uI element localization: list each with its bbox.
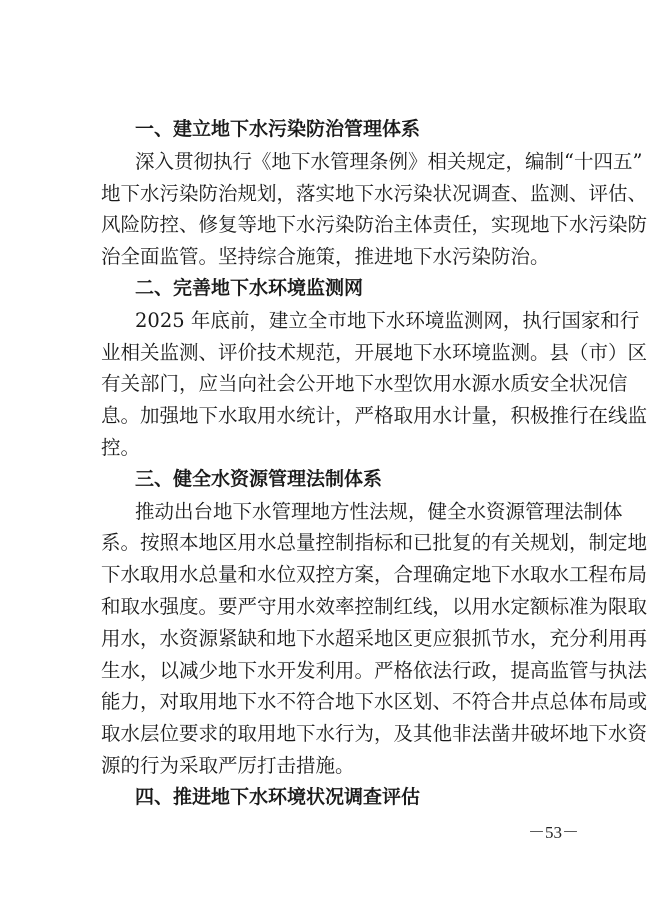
paragraph-line: 能力，对取用地下水不符合地下水区划、不符合井点总体布局或 bbox=[101, 690, 648, 714]
paragraph-line: 推动出台地下水管理地方性法规，健全水资源管理法制体 bbox=[135, 499, 623, 523]
section bbox=[101, 273, 648, 464]
paragraph-line: 息。加强地下水取用水统计，严格取用水计量，积极推行在线监 bbox=[101, 404, 648, 428]
paragraph-line: 深入贯彻执行《地下水管理条例》相关规定，编制“十四五” bbox=[135, 149, 643, 173]
paragraph-line: 用水，水资源紧缺和地下水超采地区更应狠抓节水，充分利用再 bbox=[101, 626, 648, 650]
section bbox=[101, 114, 648, 273]
paragraph-line: 业相关监测、评价技术规范，开展地下水环境监测。县（市）区 bbox=[101, 340, 648, 364]
paragraph-line: 有关部门，应当向社会公开地下水型饮用水源水质安全状况信 bbox=[101, 372, 628, 396]
paragraph-line: 系。按照本地区用水总量控制指标和已批复的有关规划，制定地 bbox=[101, 531, 648, 555]
paragraph-line: 风险防控、修复等地下水污染防治主体责任，实现地下水污染防 bbox=[101, 213, 648, 237]
paragraph-line: 源的行为采取严厉打击措施。 bbox=[101, 753, 355, 777]
section-heading: 三、健全水资源管理法制体系 bbox=[135, 467, 383, 490]
paragraph-line: 地下水污染防治规划，落实地下水污染状况调查、监测、评估、 bbox=[101, 181, 648, 205]
paragraph-line: 和取水强度。要严守用水效率控制红线，以用水定额标准为限取 bbox=[101, 594, 648, 618]
section-heading: 一、建立地下水污染防治管理体系 bbox=[135, 118, 421, 140]
section bbox=[101, 464, 648, 782]
section-heading: 四、推进地下水环境状况调查评估 bbox=[135, 785, 421, 808]
section bbox=[101, 782, 569, 814]
paragraph-line: 生水，以减少地下水开发利用。严格依法行政，提高监管与执法 bbox=[101, 658, 648, 682]
section-heading: 二、完善地下水环境监测网 bbox=[135, 276, 364, 299]
paragraph-line: 2025 年底前，建立全市地下水环境监测网，执行国家和行 bbox=[135, 308, 640, 332]
paragraph-line: 下水取用水总量和水位双控方案，合理确定地下水取水工程布局 bbox=[101, 563, 648, 587]
page-number: －53－ bbox=[528, 823, 579, 842]
paragraph-line: 取水层位要求的取用地下水行为，及其他非法凿井破坏地下水资 bbox=[101, 722, 648, 746]
paragraph-line: 治全面监管。坚持综合施策，推进地下水污染防治。 bbox=[101, 245, 550, 269]
document-body bbox=[101, 114, 648, 814]
paragraph-line: 控。 bbox=[101, 435, 141, 459]
